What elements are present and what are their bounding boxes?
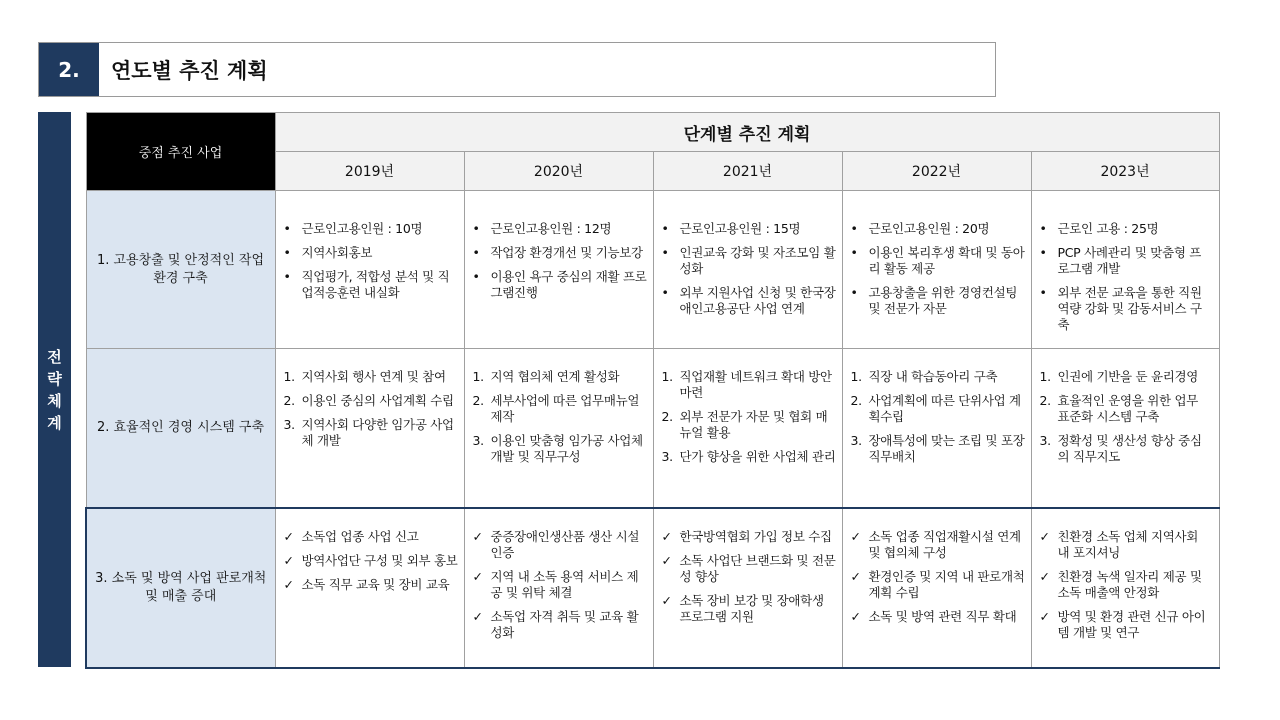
year-header: 2020년 bbox=[464, 152, 653, 191]
plan-cell bbox=[842, 349, 1031, 508]
year-header: 2021년 bbox=[653, 152, 842, 191]
bullet-icon: • bbox=[850, 245, 858, 260]
plan-item bbox=[654, 529, 842, 545]
check-icon: ✓ bbox=[850, 568, 861, 584]
plan-item-text: 친환경 소독 업체 지역사회 내 포지셔닝 bbox=[1057, 528, 1199, 560]
list-number: 3. bbox=[850, 433, 862, 448]
list-number: 2. bbox=[661, 409, 673, 424]
sidebar-label: 전략체계 bbox=[47, 347, 62, 432]
plan-item-text: 외부 지원사업 신청 및 한국장애인고용공단 사업 연계 bbox=[679, 285, 836, 316]
bullet-icon: • bbox=[283, 245, 291, 260]
plan-item-list bbox=[654, 529, 842, 625]
bullet-icon: • bbox=[1039, 285, 1047, 300]
plan-item-text: 방역 및 환경 관련 신규 아이템 개발 및 연구 bbox=[1057, 608, 1206, 640]
plan-item-text: 근로인 고용 : 25명 bbox=[1057, 221, 1159, 236]
plan-cell bbox=[1031, 349, 1219, 508]
plan-item-text: 이용인 욕구 중심의 재활 프로그램진행 bbox=[490, 269, 647, 300]
plan-item-text: 직업재활 네트워크 확대 방안 마련 bbox=[679, 369, 832, 400]
plan-item bbox=[1032, 221, 1219, 237]
plan-item-list bbox=[1032, 529, 1219, 641]
plan-item-text: 방역사업단 구성 및 외부 홍보 bbox=[301, 552, 458, 568]
bullet-icon: • bbox=[850, 285, 858, 300]
plan-item bbox=[654, 245, 842, 277]
plan-item-text: 소독 및 방역 관련 직무 확대 bbox=[868, 608, 1017, 624]
plan-item-text: 근로인고용인원 : 12명 bbox=[490, 221, 612, 236]
section-title-box bbox=[38, 42, 996, 97]
list-number: 2. bbox=[283, 393, 295, 408]
plan-cell bbox=[464, 349, 653, 508]
check-icon: ✓ bbox=[661, 592, 672, 608]
plan-item bbox=[843, 285, 1031, 317]
plan-item-text: 인권교육 강화 및 자조모임 활성화 bbox=[679, 245, 836, 276]
plan-item-text: 직업평가, 적합성 분석 및 직업적응훈련 내실화 bbox=[301, 269, 450, 300]
list-number: 3. bbox=[283, 417, 295, 432]
plan-item-list bbox=[1032, 369, 1219, 465]
check-icon: ✓ bbox=[472, 608, 483, 624]
plan-item bbox=[276, 221, 464, 237]
plan-item-text: 사업계획에 따른 단위사업 계획수립 bbox=[868, 393, 1021, 424]
plan-item-text: 외부 전문가 자문 및 협회 매뉴얼 활용 bbox=[679, 409, 828, 440]
plan-cell bbox=[1031, 191, 1219, 349]
plan-item-text: 이용인 맞춤형 임가공 사업체 개발 및 직무구성 bbox=[490, 433, 643, 464]
plan-item-list bbox=[276, 221, 464, 301]
bullet-icon: • bbox=[661, 285, 669, 300]
plan-item bbox=[276, 577, 464, 593]
plan-cell bbox=[653, 191, 842, 349]
check-icon: ✓ bbox=[1039, 568, 1050, 584]
plan-item-text: 이용인 복리후생 확대 및 동아리 활동 제공 bbox=[868, 245, 1025, 276]
plan-item bbox=[465, 529, 653, 561]
table-row bbox=[86, 191, 1219, 349]
plan-cell bbox=[464, 191, 653, 349]
bullet-icon: • bbox=[661, 245, 669, 260]
plan-cell bbox=[653, 508, 842, 668]
list-number: 2. bbox=[472, 393, 484, 408]
list-number: 1. bbox=[283, 369, 295, 384]
plan-item bbox=[843, 609, 1031, 625]
check-icon: ✓ bbox=[283, 576, 294, 592]
plan-item-text: 근로인고용인원 : 10명 bbox=[301, 221, 423, 236]
plan-cell bbox=[275, 349, 464, 508]
task-label: 3. 소독 및 방역 사업 판로개척 및 매출 증대 bbox=[86, 508, 275, 668]
plan-item-list bbox=[843, 369, 1031, 465]
list-number: 2. bbox=[850, 393, 862, 408]
list-number: 1. bbox=[1039, 369, 1051, 384]
plan-item-list bbox=[843, 221, 1031, 317]
plan-item-text: 친환경 녹색 일자리 제공 및 소독 매출액 안정화 bbox=[1057, 568, 1202, 600]
task-column-header: 중점 추진 사업 bbox=[86, 113, 275, 191]
plan-item bbox=[843, 245, 1031, 277]
plan-item-list bbox=[276, 529, 464, 593]
plan-cell bbox=[275, 191, 464, 349]
plan-item-text: 직장 내 학습동아리 구축 bbox=[868, 369, 998, 384]
year-header: 2023년 bbox=[1031, 152, 1219, 191]
plan-item bbox=[1032, 569, 1219, 601]
plan-item-text: 지역사회홍보 bbox=[301, 245, 373, 260]
plan-item-text: 소독 업종 직업재활시설 연계 및 협의체 구성 bbox=[868, 528, 1021, 560]
plan-item-text: 정확성 및 생산성 향상 중심의 직무지도 bbox=[1057, 433, 1202, 464]
plan-item bbox=[276, 369, 464, 385]
plan-item-list bbox=[654, 221, 842, 317]
plan-item bbox=[1032, 609, 1219, 641]
plan-cell bbox=[275, 508, 464, 668]
bullet-icon: • bbox=[1039, 245, 1047, 260]
task-label: 2. 효율적인 경영 시스템 구축 bbox=[86, 349, 275, 508]
plan-item bbox=[843, 393, 1031, 425]
plan-item-text: 고용창출을 위한 경영컨설팅 및 전문가 자문 bbox=[868, 285, 1018, 316]
plan-item-text: 효율적인 운영을 위한 업무 표준화 시스템 구축 bbox=[1057, 393, 1199, 424]
check-icon: ✓ bbox=[850, 608, 861, 624]
stage-plan-header: 단계별 추진 계획 bbox=[275, 113, 1219, 152]
plan-item bbox=[276, 393, 464, 409]
plan-cell bbox=[842, 508, 1031, 668]
plan-item bbox=[654, 553, 842, 585]
plan-item-list bbox=[465, 529, 653, 641]
check-icon: ✓ bbox=[661, 552, 672, 568]
section-title: 연도별 추진 계획 bbox=[111, 58, 268, 83]
plan-item bbox=[843, 369, 1031, 385]
check-icon: ✓ bbox=[661, 528, 672, 544]
plan-item-text: 인권에 기반을 둔 윤리경영 bbox=[1057, 369, 1199, 384]
list-number: 1. bbox=[661, 369, 673, 384]
yearly-plan-table bbox=[85, 112, 1220, 669]
plan-item-list bbox=[654, 369, 842, 465]
year-header: 2019년 bbox=[275, 152, 464, 191]
plan-item bbox=[843, 221, 1031, 237]
plan-item-list bbox=[1032, 221, 1219, 333]
plan-item bbox=[843, 529, 1031, 561]
plan-item bbox=[1032, 393, 1219, 425]
plan-item bbox=[276, 269, 464, 301]
plan-item bbox=[465, 245, 653, 261]
plan-item bbox=[276, 529, 464, 545]
year-header: 2022년 bbox=[842, 152, 1031, 191]
plan-item bbox=[1032, 245, 1219, 277]
plan-item-text: 근로인고용인원 : 15명 bbox=[679, 221, 801, 236]
plan-item-text: 지역사회 다양한 임가공 사업체 개발 bbox=[301, 417, 454, 448]
bullet-icon: • bbox=[283, 221, 291, 236]
plan-item bbox=[465, 569, 653, 601]
plan-item bbox=[843, 433, 1031, 465]
bullet-icon: • bbox=[850, 221, 858, 236]
plan-item-text: 중증장애인생산품 생산 시설 인증 bbox=[490, 528, 640, 560]
plan-item-list bbox=[465, 221, 653, 301]
plan-item bbox=[1032, 433, 1219, 465]
plan-item-text: 소독 장비 보강 및 장애학생 프로그램 지원 bbox=[679, 592, 824, 624]
plan-item bbox=[654, 369, 842, 401]
plan-item bbox=[1032, 369, 1219, 385]
plan-item bbox=[1032, 529, 1219, 561]
check-icon: ✓ bbox=[472, 568, 483, 584]
table-row bbox=[86, 349, 1219, 508]
plan-item bbox=[465, 433, 653, 465]
plan-item bbox=[654, 593, 842, 625]
plan-item-text: 소독 사업단 브랜드화 및 전문성 향상 bbox=[679, 552, 836, 584]
check-icon: ✓ bbox=[283, 552, 294, 568]
plan-item-text: 장애특성에 맞는 조립 및 포장 직무배치 bbox=[868, 433, 1025, 464]
list-number: 2. bbox=[1039, 393, 1051, 408]
table-row bbox=[86, 508, 1219, 668]
plan-item bbox=[465, 221, 653, 237]
plan-item-text: 세부사업에 따른 업무매뉴얼 제작 bbox=[490, 393, 640, 424]
list-number: 1. bbox=[472, 369, 484, 384]
plan-item-list bbox=[276, 369, 464, 449]
list-number: 3. bbox=[661, 449, 673, 464]
plan-item-text: 소독업 자격 취득 및 교육 활성화 bbox=[490, 608, 639, 640]
plan-item bbox=[654, 409, 842, 441]
strategy-sidebar bbox=[38, 112, 71, 667]
plan-item-text: 소독 직무 교육 및 장비 교육 bbox=[301, 576, 450, 592]
plan-cell bbox=[464, 508, 653, 668]
plan-item bbox=[843, 569, 1031, 601]
plan-item-text: 소독업 업종 사업 신고 bbox=[301, 528, 419, 544]
bullet-icon: • bbox=[1039, 221, 1047, 236]
plan-item-text: 지역사회 행사 연계 및 참여 bbox=[301, 369, 446, 384]
plan-item-text: 지역 협의체 연계 활성화 bbox=[490, 369, 620, 384]
check-icon: ✓ bbox=[472, 528, 483, 544]
plan-item bbox=[465, 609, 653, 641]
section-number: 2. bbox=[39, 43, 99, 96]
check-icon: ✓ bbox=[1039, 608, 1050, 624]
plan-item-list bbox=[843, 529, 1031, 625]
plan-item bbox=[276, 553, 464, 569]
plan-cell bbox=[842, 191, 1031, 349]
list-number: 3. bbox=[1039, 433, 1051, 448]
list-number: 3. bbox=[472, 433, 484, 448]
plan-item-text: PCP 사례관리 및 맞춤형 프로그램 개발 bbox=[1057, 245, 1202, 276]
plan-item-text: 한국방역협회 가입 정보 수집 bbox=[679, 528, 832, 544]
plan-cell bbox=[1031, 508, 1219, 668]
bullet-icon: • bbox=[472, 221, 480, 236]
plan-item-text: 근로인고용인원 : 20명 bbox=[868, 221, 990, 236]
plan-item bbox=[654, 221, 842, 237]
task-label: 1. 고용창출 및 안정적인 작업환경 구축 bbox=[86, 191, 275, 349]
plan-item-text: 단가 향상을 위한 사업체 관리 bbox=[679, 449, 836, 464]
plan-item bbox=[1032, 285, 1219, 333]
bullet-icon: • bbox=[283, 269, 291, 284]
plan-item bbox=[465, 393, 653, 425]
list-number: 1. bbox=[850, 369, 862, 384]
plan-item-text: 환경인증 및 지역 내 판로개척 계획 수립 bbox=[868, 568, 1025, 600]
plan-item bbox=[465, 269, 653, 301]
plan-cell bbox=[653, 349, 842, 508]
plan-item-text: 작업장 환경개선 및 기능보강 bbox=[490, 245, 643, 260]
plan-item-list bbox=[465, 369, 653, 465]
bullet-icon: • bbox=[472, 245, 480, 260]
plan-item-text: 이용인 중심의 사업계획 수립 bbox=[301, 393, 454, 408]
plan-item bbox=[276, 417, 464, 449]
bullet-icon: • bbox=[472, 269, 480, 284]
check-icon: ✓ bbox=[850, 528, 861, 544]
bullet-icon: • bbox=[661, 221, 669, 236]
plan-item bbox=[654, 449, 842, 465]
plan-item-text: 외부 전문 교육을 통한 직원역량 강화 및 감동서비스 구축 bbox=[1057, 285, 1202, 332]
check-icon: ✓ bbox=[283, 528, 294, 544]
plan-item bbox=[654, 285, 842, 317]
plan-item-text: 지역 내 소독 용역 서비스 제공 및 위탁 체결 bbox=[490, 568, 639, 600]
check-icon: ✓ bbox=[1039, 528, 1050, 544]
plan-item bbox=[465, 369, 653, 385]
plan-item bbox=[276, 245, 464, 261]
